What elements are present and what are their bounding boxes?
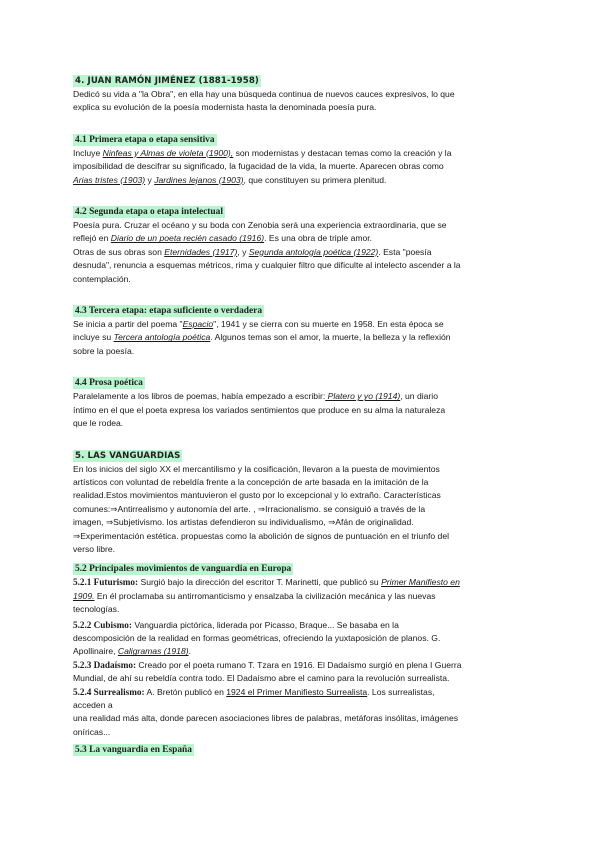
paragraph-cubismo: 5.2.2 Cubismo: Vanguardia pictórica, liderada por Picasso, Braque... Se basaba en la descomposición de la realidad en formas geométricas, ofreciendo la yuxtaposición de planos. G. Apollinaire, Caligramas (1918).	[73, 619, 441, 657]
paragraph-surrealismo: 5.2.4 Surrealismo: A. Bretón publicó en 1924 el Primer Manifiesto Surrealista. Los surrealistas, acceden a una realidad más alta, donde parecen asociaciones libres de palabras, metáforas insólitas, imágenes oníricas...	[73, 686, 459, 737]
section-segunda-etapa	[73, 201, 528, 286]
work-title-eternidades: Eternidades (1917)	[164, 246, 238, 257]
heading-movimientos-europa: 5.2 Principales movimientos de vanguardia en Europa	[75, 564, 292, 575]
section-prosa-poetica	[73, 372, 528, 430]
term-surrealismo: 5.2.4 Surrealismo:	[73, 686, 145, 697]
term-dadaismo: 5.2.3 Dadaísmo:	[73, 659, 137, 670]
work-title-platero: Platero y yo (1914)	[325, 391, 401, 402]
section-vanguardias	[73, 445, 528, 557]
work-title-caligramas: Caligramas (1918)	[117, 646, 189, 657]
section-movimientos-europa	[73, 558, 528, 739]
heading-juan-ramon-jimenez: 4. JUAN RAMÓN JIMÉNEZ (1881-1958)	[75, 76, 259, 86]
paragraph-intro: Dedicó su vida a "la Obra", en ella hay una búsqueda continua de nuevos cauces expresivos, lo que explica su evolución de la poesía modernista hasta la denominada poesía pura.	[73, 89, 455, 113]
work-title-segunda-antologia: Segunda antología poética (1922)	[248, 246, 379, 257]
heading-prosa-poetica: 4.4 Prosa poética	[75, 378, 143, 389]
section-juan-ramon-jimenez	[73, 70, 528, 115]
section-vanguardia-espana	[73, 739, 528, 757]
heading-vanguardia-espana: 5.3 La vanguardia en España	[75, 745, 192, 756]
work-title-manifiesto-surrealista: 1924 el Primer Manifiesto Surrealista	[226, 686, 368, 697]
heading-segunda-etapa: 4.2 Segunda etapa o etapa intelectual	[75, 207, 223, 218]
section-primera-etapa	[73, 129, 528, 187]
term-cubismo: 5.2.2 Cubismo:	[73, 619, 132, 630]
paragraph-dadaismo: 5.2.3 Dadaísmo: Creado por el poeta rumano T. Tzara en 1916. El Dadaísmo surgió en plena I Guerra Mundial, de ahí su rebeldía contra todo. El Dadaísmo abre el camino para la revolución surrealista.	[73, 659, 462, 684]
paragraph-primera-etapa: Incluye Ninfeas y Almas de violeta (1900), son modernistas y destacan temas como la creación y la imposibilidad de descifrar su significado, la fugacidad de la vida, la muerte. Aparecen obras como Arias tristes (1903) y Jardines lejanos (1903), que constituyen su primera plenitud.	[73, 147, 452, 185]
paragraph-segunda-etapa: Poesía pura. Cruzar el océano y su boda con Zenobia será una experiencia extraordinaria, que se reflejó en Diario de un poeta recién casado (1916). Es una obra de triple amor. Otras de sus obras son Eternidades (1917), y Segunda antología poética (1922). Esta "poesía desnuda", renuncia a esquemas métricos, rima y cualquier filtro que dificulte al intelecto ascender a la contemplación.	[73, 220, 461, 284]
work-title-jardines-lejanos: Jardines lejanos (1903)	[154, 174, 244, 185]
paragraph-tercera-etapa: Se inicia a partir del poema "Espacio", 1941 y se cierra con su muerte en 1958. En esta época se incluye su Tercera antología poética. Algunos temas son el amor, la muerte, la belleza y la reflexión sobre la poesía.	[73, 319, 451, 356]
work-title-tercera-antologia: Tercera antología poética	[113, 332, 211, 343]
term-futurismo: 5.2.1 Futurismo:	[73, 577, 139, 588]
work-title-arias-tristes: Arias tristes (1903)	[73, 174, 146, 185]
paragraph-futurismo: 5.2.1 Futurismo: Surgió bajo la dirección del escritor T. Marinetti, que publicó su Primer Manifiesto en 1909. En él proclamaba su antirromanticismo y ensalzaba la civilización mecánica y las nuevas tecnologías.	[73, 577, 460, 615]
document-content	[73, 70, 528, 757]
paragraph-vanguardias: En los inicios del siglo XX el mercantilismo y la cosificación, llevaron a la puesta de movimientos artísticos con voluntad de rebeldía frente a la concepción de arte basada en la imitación de la realidad.Estos movimientos mantuvieron el gusto por lo excepcional y lo extraño. Características comunes:⇒Antirrealismo y autonomía del arte. , ⇒Irracionalismo. se consiguió a través de la imagen, ⇒Subjetivismo. los artistas defendieron su individualismo, ⇒Afán de originalidad. ⇒Experimentación estética. propuestas como la abolición de signos de puntuación en el triunfo del verso libre.	[73, 463, 450, 554]
section-tercera-etapa	[73, 300, 528, 358]
work-title-espacio: Espacio	[182, 319, 214, 330]
heading-vanguardias: 5. LAS VANGUARDIAS	[75, 450, 181, 461]
heading-primera-etapa: 4.1 Primera etapa o etapa sensitiva	[75, 134, 215, 145]
paragraph-prosa-poetica: Paralelamente a los libros de poemas, había empezado a escribir: Platero y yo (1914), un diario íntimo en el que el poeta expresa los variados sentimientos que produce en su alma la naturaleza que le rodea.	[73, 391, 446, 429]
work-title-primer-manifiesto: Primer Manifiesto en	[381, 577, 460, 588]
work-title-diario: Diario de un poeta recién casado (1916)	[110, 233, 265, 244]
work-title-ninfeas: Ninfeas y Almas de violeta (1900),	[102, 147, 234, 158]
heading-tercera-etapa: 4.3 Tercera etapa: etapa suficiente o verdadera	[75, 306, 263, 317]
